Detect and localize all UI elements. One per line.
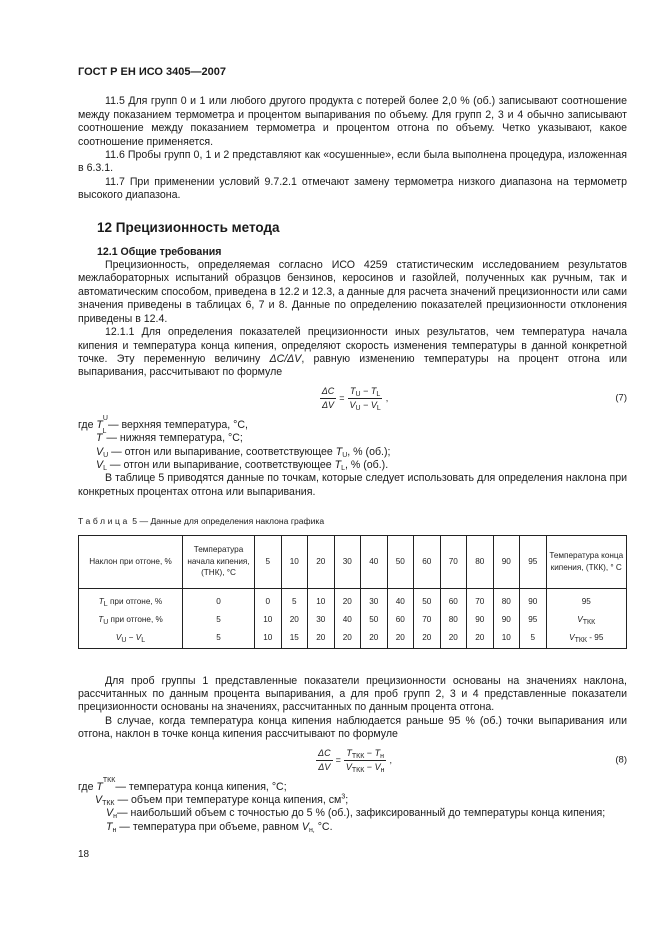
caption-label: Таблица [78, 516, 130, 527]
lead: где [78, 418, 94, 431]
sym: V [349, 399, 356, 410]
tail: , % (об.). [344, 458, 389, 471]
comma: , [389, 754, 392, 765]
paragraph-12-1-1 [78, 326, 627, 380]
paragraph-12-1: Прецизионность, определяемая согласно ИСО 4259 статистическим исследованием результатов межлабораторных испытаний образцов бензинов, керосинов и газойлей, полученных как ручным, так и автоматическим способом, приведена в 12.2 и 12.3, а данные для расчета значений прецизионности или сами значения приведены в таблицах 6, 7 и 8. Данные по определению показателей прецизионности отклонения приведены в 12.4. [78, 259, 627, 325]
sym: T [96, 418, 103, 431]
sym: T [374, 747, 381, 758]
table-header-cell: 60 [414, 535, 441, 588]
formula-7 [317, 386, 389, 411]
formula-denominator [344, 761, 387, 773]
table-cell: 10 [308, 588, 335, 611]
table-caption [78, 515, 627, 528]
sym: T [106, 820, 113, 833]
formula-numerator [344, 748, 386, 761]
table-cell: 90 [493, 611, 520, 629]
minus: − [364, 747, 375, 758]
paragraphs-after-table [78, 675, 627, 742]
formula-7-line [78, 386, 627, 411]
label-text: при отгоне, % [108, 615, 163, 625]
formula-numerator [348, 386, 382, 399]
sym: T [98, 597, 104, 607]
table-header-cell: 5 [255, 535, 282, 588]
sub: н [380, 766, 385, 774]
sym: V [370, 399, 377, 410]
equals: = [335, 754, 341, 765]
formula-8-line [78, 748, 627, 773]
formula-denominator: ΔV [321, 399, 334, 410]
formula-numerator: ΔC [320, 386, 337, 399]
formula-8 [313, 748, 392, 773]
table-cell [546, 611, 627, 629]
sym: V [569, 633, 575, 643]
sub: ТКК [102, 776, 116, 784]
sub: U [102, 414, 108, 422]
table-cell: 60 [387, 611, 414, 629]
table-cell: 20 [308, 629, 335, 649]
sym: V [135, 633, 142, 643]
table-header-cell: 30 [334, 535, 361, 588]
table-cell: 0 [255, 588, 282, 611]
definitions-8 [78, 776, 627, 835]
sym: T [98, 615, 104, 625]
paragraph-11-7: 11.7 При применении условий 9.7.2.1 отмечают замену термометра низкого диапазона на термометр высокого диапазона. [78, 175, 627, 202]
sym: V [96, 458, 104, 471]
sub: L [103, 464, 107, 472]
sub: L [102, 428, 107, 436]
sub: ТКК [351, 766, 365, 774]
paragraphs-11 [78, 95, 627, 202]
table-cell: 10 [255, 629, 282, 649]
equation-number-8: (8) [615, 754, 627, 766]
table-cell: 5 [520, 629, 547, 649]
sub: U [342, 451, 348, 459]
table-cell: 80 [440, 611, 467, 629]
formula-denominator [348, 399, 383, 411]
sym: T [370, 385, 377, 396]
table-cell: 50 [414, 588, 441, 611]
label-text: − [126, 633, 136, 643]
paragraph-11-5: 11.5 Для групп 0 и 1 или любого другого продукта с потерей более 2,0 % (об.) записывают соотношение между показанием термометра и процентом выпаривания по объему. Для групп 2, 3 и 4 обычно записывают соотношение между показанием термометра и процентом отгона по объему. Четко указывают, какое соотношение применяется. [78, 95, 627, 148]
text: , равную изменению температуры на процент отгона или выпаривания, рассчитывают по формуле [78, 352, 628, 379]
lead: где [78, 780, 94, 793]
table-cell: 20 [414, 629, 441, 649]
sub: L [141, 637, 146, 645]
table-cell: 40 [334, 611, 361, 629]
table-header-cell: 80 [467, 535, 494, 588]
table-cell: 20 [440, 629, 467, 649]
sup: 3 [341, 793, 346, 801]
sub: U [355, 404, 361, 412]
text: 12.1.1 Для определения показателей прецизионности иных результатов, чем температура начала кипения и температура конца кипения, определяют скорость изменения температуры в данной конкретной точке. Эту переменную величину [78, 326, 627, 365]
sub: н [380, 752, 384, 760]
sym: V [106, 807, 114, 820]
table-cell: 95 [520, 611, 547, 629]
table-cell: 70 [467, 588, 494, 611]
section-title: 12 Прецизионность метода [97, 219, 280, 235]
sym: T [350, 385, 356, 396]
table-header-cell: 20 [308, 535, 335, 588]
table-row [79, 611, 627, 629]
table-header-cell: 90 [493, 535, 520, 588]
tail: , % (об.); [347, 445, 391, 458]
document-page [78, 0, 627, 892]
def-text: — отгон или выпаривание, соответствующее [106, 458, 335, 471]
paragraph-group1: Для проб группы 1 представленные показатели прецизионности основаны на значениях наклона, рассчитанных по данным процента выпаривания, а для проб групп 2, 3 и 4 представленные показатели прецизионности основаны на значениях, рассчитанных по данным процента отгона. [78, 674, 627, 714]
table-cell: 20 [334, 588, 361, 611]
row-label [79, 629, 183, 649]
table-5 [78, 535, 627, 649]
sym: V [96, 445, 104, 458]
sub: н, [308, 826, 315, 834]
tail: ; [345, 794, 349, 806]
paragraph-11-6: 11.6 Пробы групп 0, 1 и 2 представляют как «осушенные», если была выполнена процедура, изложенная в 6.3.1. [78, 149, 627, 175]
def-text: — верхняя температура, °С, [107, 418, 248, 431]
sym: T [96, 780, 103, 793]
subsection-title: 12.1 Общие требования [97, 245, 222, 258]
table-cell: 15 [281, 629, 308, 649]
table-cell: 80 [493, 588, 520, 611]
sub: н [113, 813, 117, 821]
sym: T [96, 432, 103, 445]
equals: = [339, 392, 345, 403]
sub: U [103, 619, 109, 627]
table-header-cell: Температура конца кипения, (ТКК), ° С [546, 535, 627, 588]
table-cell: 60 [440, 588, 467, 611]
table-cell: 5 [183, 611, 255, 629]
table-row [79, 588, 627, 611]
sym: V [374, 761, 381, 772]
def-text: — наибольший объем с точностью до 5 % (об.), зафиксированный до температуры конца кипения; [116, 807, 606, 820]
sym: T [346, 747, 352, 758]
table-header-cell: Наклон при отгоне, % [79, 535, 183, 588]
paragraph-table5-intro: В таблице 5 приводятся данные по точкам, которые следует использовать для определения наклона при конкретных процентах отгона или выпаривания. [78, 472, 627, 498]
sub: н [112, 826, 117, 834]
paragraph-case: В случае, когда температура конца кипения наблюдается раньше 95 % (об.) точки выпаривания или отгона, наклон в точке конца кипения рассчитывают по формуле [78, 714, 627, 741]
table-cell: 20 [467, 629, 494, 649]
table-cell: 10 [255, 611, 282, 629]
table-cell: 20 [334, 629, 361, 649]
minus: − [364, 761, 375, 772]
table-cell: 30 [308, 611, 335, 629]
tail: - 95 [587, 633, 604, 643]
def-text: — температура конца кипения, °С; [115, 780, 287, 793]
table-cell: 5 [183, 629, 255, 649]
sub: L [341, 464, 345, 472]
table-header-row [79, 535, 627, 588]
sub: ТКК [351, 752, 365, 760]
table-cell: 10 [493, 629, 520, 649]
page-number: 18 [78, 849, 90, 861]
table-cell [546, 629, 627, 649]
sub: U [103, 451, 109, 459]
table-cell: 40 [387, 588, 414, 611]
sub: ТКК [582, 619, 596, 627]
sym: V [95, 794, 103, 806]
table-cell: 20 [361, 629, 388, 649]
variable-dc-dv: ΔC/ΔV [269, 352, 302, 365]
table-header-cell: 10 [281, 535, 308, 588]
table-cell: 90 [520, 588, 547, 611]
table-cell: 50 [361, 611, 388, 629]
comma: , [385, 392, 389, 403]
table-header-cell: Температура начала кипения, (ТНК), °С [183, 535, 255, 588]
paragraph-12-1-block [78, 259, 627, 380]
row-label [79, 588, 183, 611]
sub: L [376, 390, 381, 398]
table-cell: 5 [281, 588, 308, 611]
sym: V [301, 820, 309, 833]
sym: V [345, 761, 352, 772]
equation-number-7: (7) [615, 392, 627, 404]
def-text: — отгон или выпаривание, соответствующее [108, 445, 336, 458]
sym: T [334, 458, 342, 471]
sym: T [335, 445, 343, 458]
table-cell: 20 [387, 629, 414, 649]
sub: ТКК [102, 800, 115, 807]
table-cell: 95 [546, 588, 627, 611]
table-header-cell: 50 [387, 535, 414, 588]
sym: V [115, 633, 122, 643]
sub: ТКК [574, 637, 587, 645]
table-header-cell: 95 [520, 535, 547, 588]
table-row [79, 629, 627, 649]
table-cell: 90 [467, 611, 494, 629]
table-cell: 30 [361, 588, 388, 611]
table-cell: 70 [414, 611, 441, 629]
tail: °С. [314, 820, 333, 833]
table-cell: 20 [281, 611, 308, 629]
def-text: — объем при температуре конца кипения, см [114, 794, 342, 806]
sub: U [355, 390, 361, 398]
def-text: — нижняя температура, °С; [106, 432, 243, 445]
sub: L [376, 404, 381, 412]
formula-numerator: ΔC [316, 748, 333, 761]
table-header-cell: 40 [361, 535, 388, 588]
sub: L [103, 601, 108, 609]
table-header-cell: 70 [440, 535, 467, 588]
caption-text: 5 — Данные для определения наклона графика [129, 516, 325, 527]
sub: U [121, 637, 127, 645]
table-body [79, 588, 627, 648]
formula-denominator: ΔV [318, 761, 331, 772]
sym: V [577, 615, 583, 625]
minus: − [360, 399, 371, 410]
document-header: ГОСТ Р ЕН ИСО 3405—2007 [78, 66, 226, 78]
row-label [79, 611, 183, 629]
definitions-7 [78, 414, 627, 499]
table-cell: 0 [183, 588, 255, 611]
label-text: при отгоне, % [107, 597, 163, 607]
minus: − [360, 385, 371, 396]
def-text: — температура при объеме, равном [116, 820, 302, 833]
